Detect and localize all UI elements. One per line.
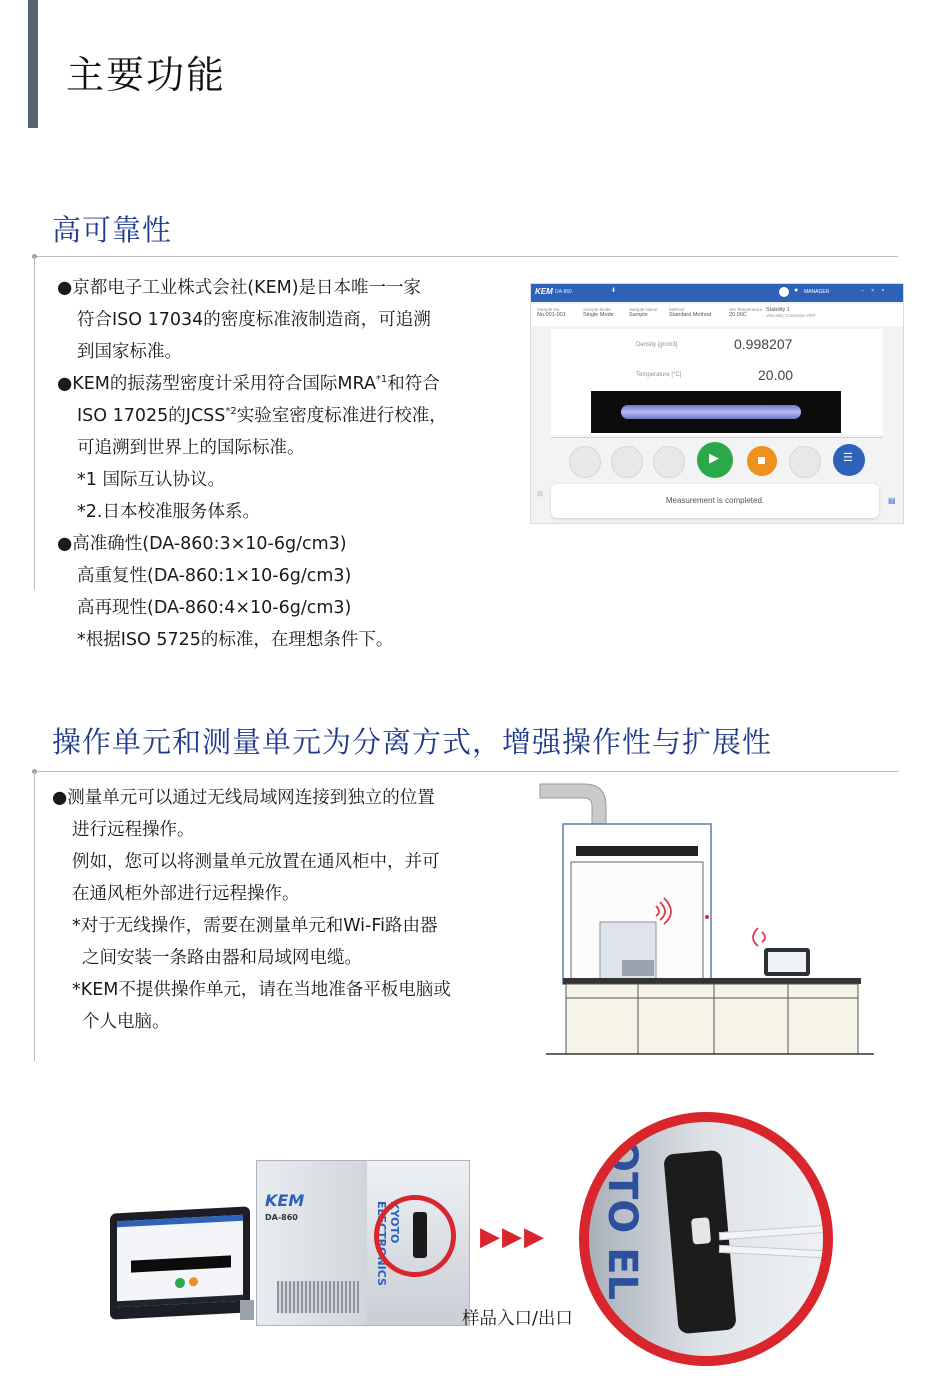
meta-label: Sample Name bbox=[629, 307, 658, 312]
viscosity-correction-button[interactable] bbox=[789, 446, 821, 478]
sample-port-bracket bbox=[663, 1150, 736, 1334]
unit-logo: KEM bbox=[265, 1191, 305, 1210]
section-title-separation: 操作单元和测量单元为分离方式，增强操作性与扩展性 bbox=[52, 725, 773, 759]
fume-hood-illustration bbox=[526, 776, 886, 1058]
section-divider bbox=[34, 256, 898, 257]
menu-icon: ☰ bbox=[843, 452, 853, 464]
text-span: ●KEM的振荡型密度计采用符合国际MRA bbox=[57, 374, 376, 394]
software-screenshot bbox=[530, 283, 904, 524]
stop-icon bbox=[758, 457, 765, 464]
sample-tube bbox=[719, 1224, 833, 1240]
user-name: MANAGER bbox=[804, 289, 830, 295]
unit-model: DA-860 bbox=[265, 1213, 298, 1222]
text-line: ●测量单元可以通过无线局域网连接到独立的位置 bbox=[52, 788, 435, 808]
text-line: 之间安装一条路由器和局域网电缆。 bbox=[82, 948, 362, 968]
density-value: 0.998207 bbox=[734, 336, 793, 352]
text-line: 符合ISO 17034的密度标准液制造商，可追溯 bbox=[77, 310, 431, 330]
tablet-app-bar bbox=[117, 1215, 243, 1228]
app-logo: KEM bbox=[535, 287, 553, 296]
meta-label: Sample Mode bbox=[583, 307, 611, 312]
meta-value: No.001-001 bbox=[537, 312, 566, 318]
footnote-mark: *2 bbox=[225, 406, 237, 418]
sample-port-caption: 样品入口/出口 bbox=[462, 1309, 573, 1329]
temperature-label: Temperature [°C] bbox=[636, 372, 682, 378]
window-controls[interactable]: – × × bbox=[861, 288, 888, 294]
cell-camera-view bbox=[591, 391, 841, 433]
text-span: 和符合 bbox=[387, 374, 440, 394]
text-line: 到国家标准。 bbox=[77, 342, 182, 362]
status-message: Measurement is completed. bbox=[665, 496, 765, 505]
unit-front-vent bbox=[277, 1281, 361, 1313]
text-line: 高再现性(DA-860:4×10-6g/cm3) bbox=[77, 598, 352, 618]
start-purge-button[interactable] bbox=[653, 446, 685, 478]
status-message-box bbox=[551, 484, 879, 518]
meta-label: Method bbox=[669, 307, 685, 312]
highlight-circle bbox=[374, 1195, 456, 1277]
play-icon: ▶ bbox=[709, 450, 719, 465]
measuring-unit-vent bbox=[622, 960, 654, 976]
temperature-value: 20.00 bbox=[758, 367, 794, 383]
reliability-text bbox=[57, 272, 447, 656]
text-line bbox=[57, 400, 447, 432]
text-line: *对于无线操作，需要在测量单元和Wi-Fi路由器 bbox=[72, 916, 438, 936]
tablet-image bbox=[110, 1206, 250, 1319]
meta-label: Sample No. bbox=[537, 307, 561, 312]
scroll-icon: ⊟ bbox=[537, 491, 543, 498]
tablet-screen bbox=[117, 1215, 243, 1308]
text-line: ●高准确性(DA-860:3×10-6g/cm3) bbox=[57, 534, 347, 554]
tablet-camera-view bbox=[131, 1255, 231, 1272]
start-measurement-button[interactable] bbox=[697, 442, 733, 478]
separation-text bbox=[52, 782, 451, 1038]
u-tube-image bbox=[621, 405, 801, 419]
exhaust-duct bbox=[540, 784, 606, 824]
user-icon: ● bbox=[794, 287, 799, 294]
text-line: *1 国际互认协议。 bbox=[77, 470, 225, 490]
tablet-taskbar bbox=[117, 1295, 243, 1308]
zoom-circle bbox=[579, 1112, 833, 1366]
sample-port-small bbox=[413, 1212, 427, 1258]
using-start-button[interactable] bbox=[611, 446, 643, 478]
text-span: 实验室密度标准进行校准， bbox=[236, 406, 447, 426]
sample-info-bar bbox=[531, 304, 903, 326]
footnote-mark: *1 bbox=[375, 374, 388, 386]
section-side-line bbox=[34, 256, 35, 590]
text-line: 高重复性(DA-860:1×10-6g/cm3) bbox=[77, 566, 352, 586]
meta-label: Stability 1 bbox=[766, 307, 790, 313]
page-title: 主要功能 bbox=[66, 53, 227, 97]
unit-side-text: KYOTO ELECTRONICS bbox=[375, 1201, 401, 1286]
port-fitting bbox=[691, 1217, 711, 1244]
meta-value: Single Mode bbox=[583, 312, 614, 318]
meta-item bbox=[729, 307, 762, 318]
text-line: 可追溯到世界上的国际标准。 bbox=[77, 438, 305, 458]
title-accent-bar bbox=[28, 0, 38, 128]
app-titlebar bbox=[531, 284, 903, 302]
panel-divider bbox=[551, 437, 883, 438]
section-divider bbox=[34, 771, 898, 772]
density-label: Density [g/cm3] bbox=[636, 342, 678, 348]
meta-item bbox=[766, 307, 816, 318]
unit-front-panel bbox=[257, 1161, 367, 1325]
text-line: *根据ISO 5725的标准，在理想条件下。 bbox=[77, 630, 394, 650]
tablet-start-button bbox=[175, 1278, 185, 1289]
text-line: ●京都电子工业株式会社(KEM)是日本唯一一家 bbox=[57, 278, 422, 298]
tablet-screen bbox=[768, 952, 806, 972]
hood-indicator bbox=[705, 915, 709, 919]
sample-tube bbox=[719, 1245, 833, 1259]
section-title-reliability: 高可靠性 bbox=[52, 213, 173, 247]
chat-icon[interactable]: ▤ bbox=[888, 496, 896, 505]
text-line: 进行远程操作。 bbox=[72, 820, 195, 840]
text-line: 在通风柜外部进行远程操作。 bbox=[72, 884, 300, 904]
wifi-icon bbox=[753, 928, 765, 946]
section-side-line bbox=[34, 771, 35, 1061]
meta-item bbox=[629, 307, 658, 318]
text-line: *2.日本校准服务体系。 bbox=[77, 502, 260, 522]
download-icon: ⬇ bbox=[611, 288, 617, 294]
text-span: ISO 17025的JCSS bbox=[77, 406, 226, 426]
tablet-stop-button bbox=[189, 1277, 198, 1286]
meta-item bbox=[537, 307, 566, 318]
arrow-icon: ▶▶▶ bbox=[480, 1222, 546, 1252]
meta-value: 20.00C bbox=[729, 312, 747, 318]
text-line: 个人电脑。 bbox=[82, 1012, 170, 1032]
meta-label: Set Temperature bbox=[729, 307, 763, 312]
text-line: *KEM不提供操作单元，请在当地准备平板电脑或 bbox=[72, 980, 451, 1000]
meta-value: Sample bbox=[629, 312, 648, 318]
text-line: 例如，您可以将测量单元放置在通风柜中，并可 bbox=[72, 852, 440, 872]
tablet-stand bbox=[240, 1300, 254, 1320]
app-model: DA-860 bbox=[555, 289, 572, 295]
text-line bbox=[57, 368, 447, 400]
meta-value: Viscosity Correction OFF bbox=[766, 313, 816, 318]
hood-vent bbox=[576, 846, 698, 856]
bench-top bbox=[563, 978, 861, 984]
bench-cabinet bbox=[566, 984, 858, 1054]
result-panel bbox=[551, 329, 883, 435]
meta-item bbox=[583, 307, 614, 318]
calibration-button[interactable] bbox=[569, 446, 601, 478]
zoom-side-text: OTO EL bbox=[599, 1138, 645, 1301]
meta-item bbox=[669, 307, 711, 318]
stop-button[interactable] bbox=[747, 446, 777, 476]
setting-button[interactable] bbox=[833, 444, 865, 476]
meta-value: Standard Method bbox=[669, 312, 712, 318]
clock-icon bbox=[779, 287, 789, 297]
